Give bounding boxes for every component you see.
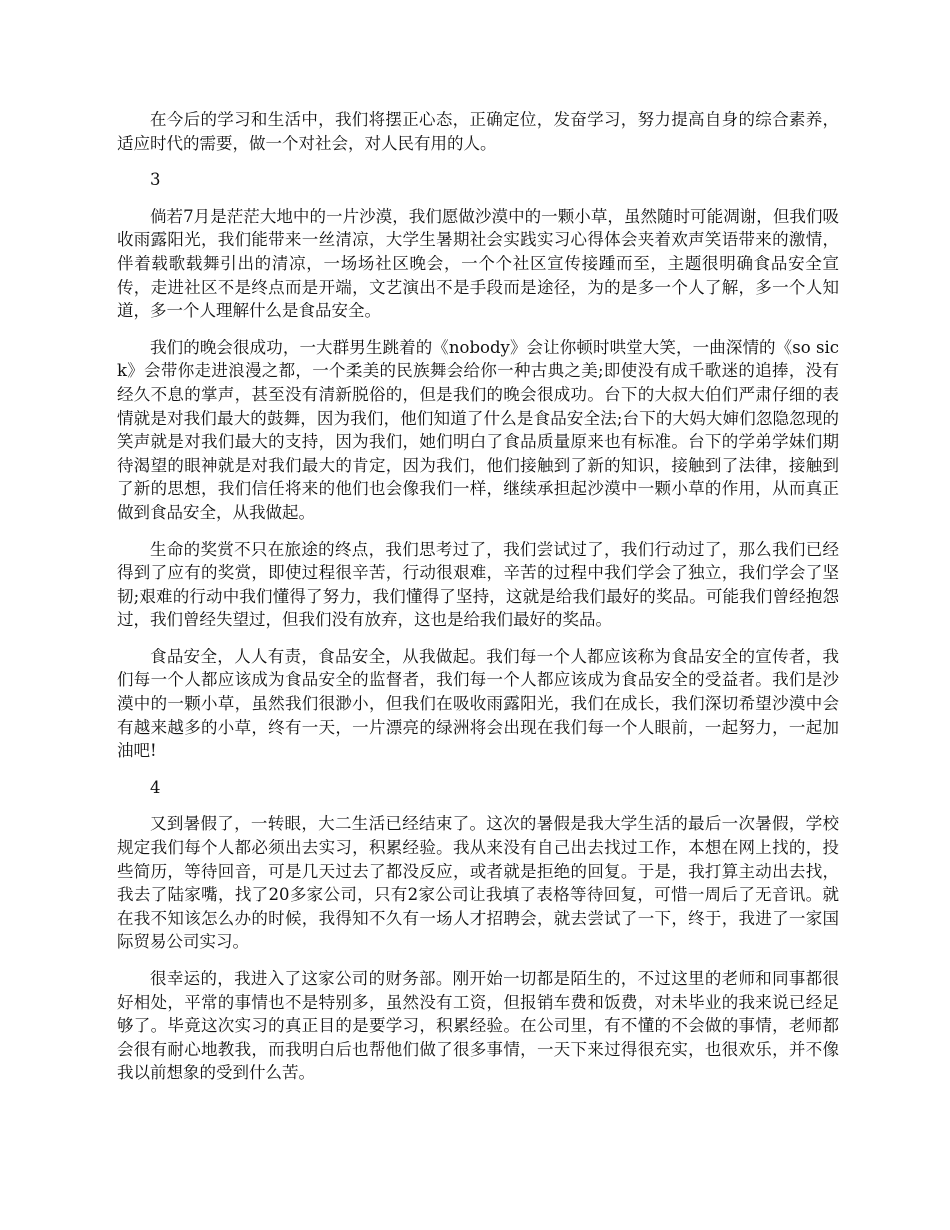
paragraph-2: 倘若7月是茫茫大地中的一片沙漠，我们愿做沙漠中的一颗小草，虽然随时可能凋谢，但我们吸收雨露阳光，我们能带来一丝清凉，大学生暑期社会实践实习心得体会夹着欢声笑语带来的激情，伴着载歌载舞引出的清凉，一场场社区晚会，一个个社区宣传接踵而至，主题很明确食品安全宣传，走进社区不是终点而是开端，文艺演出不是手段而是途径，为的是多一个人了解，多一个人知道，多一个人理解什么是食品安全。 (117, 206, 839, 321)
section-number-4: 4 (150, 777, 161, 797)
paragraph-7: 很幸运的，我进入了这家公司的财务部。刚开始一切都是陌生的，不过这里的老师和同事都很好相处，平常的事情也不是特别多，虽然没有工资，但报销车费和饭费，对未毕业的我来说已经足够了。毕竟这次实习的真正目的是要学习，积累经验。在公司里，有不懂的不会做的事情，老师都会很有耐心地教我，而我明白后也帮他们做了很多事情，一天下来过得很充实，也很欢乐，并不像我以前想象的受到什么苦。 (117, 969, 839, 1083)
paragraph-6: 又到暑假了，一转眼，大二生活已经结束了。这次的暑假是我大学生活的最后一次暑假，学校规定我们每个人都必须出去实习，积累经验。我从来没有自己出去找过工作，本想在网上找的，投些简历，等待回音，可是几天过去了都没反应，或者就是拒绝的回复。于是，我打算主动出去找，我去了陆家嘴，找了20多家公司，只有2家公司让我填了表格等待回复，可惜一周后了无音讯。就在我不知该怎么办的时候，我得知不久有一场人才招聘会，就去尝试了一下，终于，我进了一家国际贸易公司实习。 (117, 814, 839, 952)
document-page (117, 108, 839, 1098)
paragraph-3: 我们的晚会很成功，一大群男生跳着的《nobody》会让你顿时哄堂大笑，一曲深情的《so sick》会带你走进浪漫之都，一个柔美的民族舞会给你一种古典之美;即使没有成千歌迷的追捧，没有经久不息的掌声，甚至没有清新脱俗的，但是我们的晚会很成功。台下的大叔大伯们严肃仔细的表情就是对我们最大的鼓舞，因为我们，他们知道了什么是食品安全法;台下的大妈大婶们忽隐忽现的笑声就是对我们最大的支持，因为我们，她们明白了食品质量原来也有标准。台下的学弟学妹们期待渴望的眼神就是对我们最大的肯定，因为我们，他们接触到了新的知识，接触到了法律，接触到了新的思想，我们信任将来的他们也会像我们一样，继续承担起沙漠中一颗小草的作用，从而真正做到食品安全，从我做起。 (117, 337, 839, 522)
paragraph-4: 生命的奖赏不只在旅途的终点，我们思考过了，我们尝试过了，我们行动过了，那么我们已经得到了应有的奖赏，即使过程很辛苦，行动很艰难，辛苦的过程中我们学会了独立，我们学会了坚韧;艰难的行动中我们懂得了努力，我们懂得了坚持，这就是给我们最好的奖品。可能我们曾经抱怨过，我们曾经失望过，但我们没有放弃，这也是给我们最好的奖品。 (117, 539, 839, 630)
section-number-3: 3 (150, 170, 161, 190)
paragraph-1: 在今后的学习和生活中，我们将摆正心态，正确定位，发奋学习，努力提高自身的综合素养，适应时代的需要，做一个对社会，对人民有用的人。 (117, 110, 839, 153)
paragraph-5: 食品安全，人人有责，食品安全，从我做起。我们每一个人都应该称为食品安全的宣传者，我们每一个人都应该成为食品安全的监督者，我们每一个人都应该成为食品安全的受益者。我们是沙漠中的一颗小草，虽然我们很渺小，但我们在吸收雨露阳光，我们在成长，我们深切希望沙漠中会有越来越多的小草，终有一天，一片漂亮的绿洲将会出现在我们每一个人眼前，一起努力，一起加油吧! (117, 646, 839, 761)
